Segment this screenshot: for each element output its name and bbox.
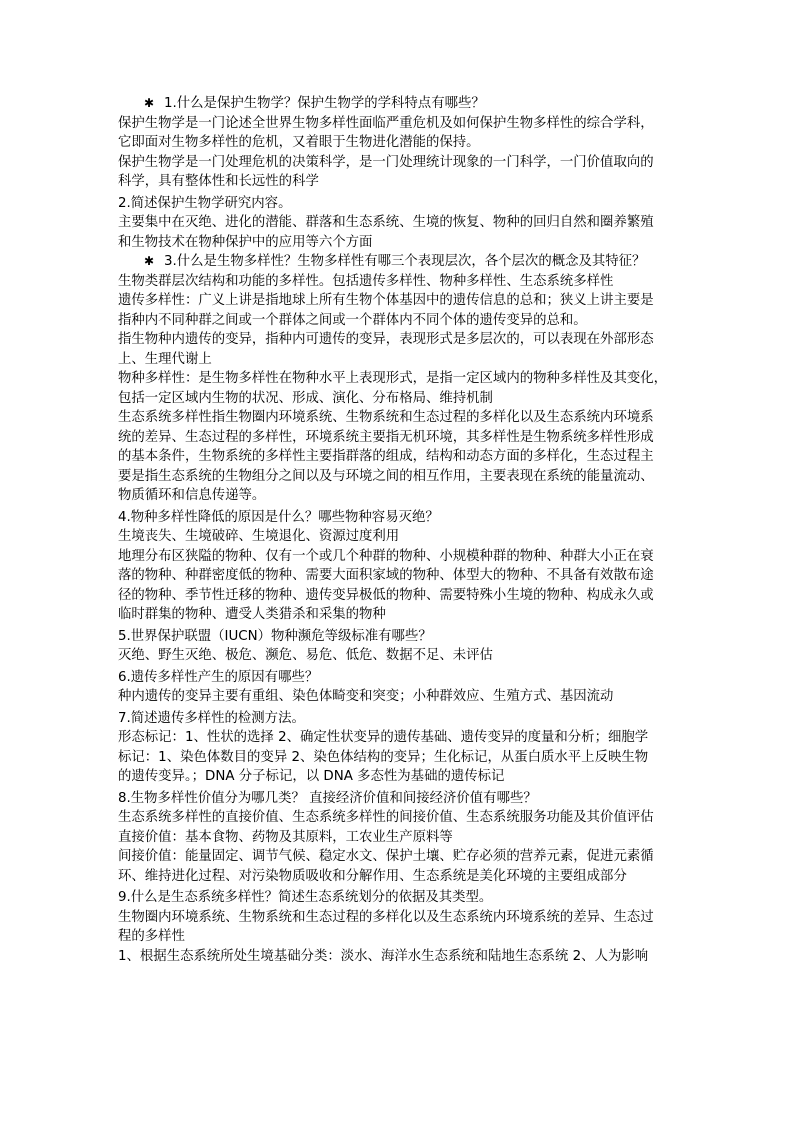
document-page — [118, 94, 678, 966]
answer-line: 统的差异、生态过程的多样性，环境系统主要指无机环境，其多样性是生物系统多样性形成 — [118, 429, 654, 445]
answer-line: 它即面对生物多样性的危机，又着眼于生物进化潜能的保持。 — [118, 135, 480, 150]
answer-line: 科学，具有整体性和长远性的科学 — [118, 174, 319, 189]
question-line: 8.生物多样性价值分为哪几类？ 直接经济价值和间接经济价值有哪些？ — [118, 790, 537, 806]
answer-line: 保护生物学是一门论述全世界生物多样性面临严重危机及如何保护生物多样性的综合学科， — [118, 115, 654, 131]
answer-line: 和生物技术在物种保护中的应用等六个方面 — [118, 234, 373, 250]
question-line: 2.简述保护生物学研究内容。 — [118, 195, 292, 211]
answer-line: 标记：1、染色体数目的变异 2、染色体结构的变异；生化标记，从蛋白质水平上反映生物 — [118, 749, 649, 765]
answer-line: 落的物种、种群密度低的物种、需要大面积家域的物种、体型大的物种、不具备有效散布途 — [118, 568, 654, 583]
answer-line: 地理分布区狭隘的物种、仅有一个或几个种群的物种、小规模种群的物种、种群大小正在衰 — [118, 548, 654, 564]
asterisk-icon: ✱ — [144, 96, 155, 110]
answer-line: 包括一定区域内生物的状况、形成、演化、分布格局、维持机制 — [118, 390, 493, 406]
answer-line: 要是指生态系统的生物组分之间以及与环境之间的相互作用，主要表现在系统的能量流动、 — [118, 468, 654, 484]
answer-line: 生态系统多样性的直接价值、生态系统多样性的间接价值、生态系统服务功能及其价值评估 — [118, 810, 654, 825]
question-line: 6.遗传多样性产生的原因有哪些？ — [118, 669, 319, 685]
question-line: 5.世界保护联盟（IUCN）物种濒危等级标准有哪些？ — [118, 628, 432, 644]
asterisk-icon: ✱ — [144, 254, 155, 268]
answer-line: 生物类群层次结构和功能的多样性。包括遗传多样性、物种多样性、生态系统多样性 — [118, 273, 614, 289]
answer-line: 间接价值：能量固定、调节气候、稳定水文、保护土壤、贮存必须的营养元素，促进元素循 — [118, 849, 654, 864]
answer-line: 的遗传变异。；DNA 分子标记，以 DNA 多态性为基础的遗传标记 — [118, 769, 505, 784]
answer-line: 灭绝、野生灭绝、极危、濒危、易危、低危、数据不足、未评估 — [118, 648, 493, 663]
answer-line: 主要集中在灭绝、进化的潜能、群落和生态系统、生境的恢复、物种的回归自然和圈养繁殖 — [118, 215, 654, 230]
answer-line: 物质循环和信息传递等。 — [118, 488, 266, 503]
answer-line: 保护生物学是一门处理危机的决策科学，是一门处理统计现象的一门科学，一门价值取向的 — [118, 154, 654, 170]
answer-line: 上、生理代谢上 — [118, 351, 212, 367]
answer-line: 直接价值：基本食物、药物及其原料，工农业生产原料等 — [118, 829, 453, 845]
question-line: ✱ 1.什么是保护生物学？保护生物学的学科特点有哪些？ — [118, 94, 678, 114]
answer-line: 环、维持进化过程、对污染物质吸收和分解作用、生态系统是美化环境的主要组成部分 — [118, 868, 627, 884]
answer-line: 程的多样性 — [118, 929, 185, 944]
question-line: 7.简述遗传多样性的检测方法。 — [118, 710, 305, 726]
answer-line: 的基本条件，生物系统的多样性主要指群落的组成，结构和动态方面的多样化，生态过程主 — [118, 449, 654, 464]
answer-line: 指种内不同种群之间或一个群体之间或一个群体内不同个体的遗传变异的总和。 — [118, 312, 587, 328]
answer-line: 临时群集的物种、遭受人类猎杀和采集的物种 — [118, 607, 386, 622]
answer-line: 生物圈内环境系统、生物系统和生态过程的多样化以及生态系统内环境系统的差异、生态过 — [118, 909, 654, 925]
answer-line: 种内遗传的变异主要有重组、染色体畸变和突变；小种群效应、生殖方式、基因流动 — [118, 689, 614, 704]
question-line: 4.物种多样性降低的原因是什么？哪些物种容易灭绝？ — [118, 509, 439, 525]
question-line: 9.什么是生态系统多样性？简述生态系统划分的依据及其类型。 — [118, 890, 493, 905]
answer-line: 生态系统多样性指生物圈内环境系统、生物系统和生态过程的多样化以及生态系统内环境系 — [118, 410, 654, 425]
answer-line: 形态标记：1、性状的选择 2、确定性状变异的遗传基础、遗传变异的度量和分析；细胞学 — [118, 730, 649, 745]
answer-line: 物种多样性：是生物多样性在物种水平上表现形式，是指一定区域内的物种多样性及其变化， — [118, 371, 668, 386]
answer-line: 1、根据生态系统所处生境基础分类：淡水、海洋水生态系统和陆地生态系统 2、人为影响 — [118, 948, 649, 964]
answer-line: 生境丧失、生境破碎、生境退化、资源过度利用 — [118, 529, 400, 544]
question-line: ✱ 3.什么是生物多样性？生物多样性有哪三个表现层次，各个层次的概念及其特征？ — [118, 252, 678, 272]
answer-line: 遗传多样性：广义上讲是指地球上所有生物个体基因中的遗传信息的总和；狭义上讲主要是 — [118, 293, 654, 308]
answer-line: 指生物种内遗传的变异，指种内可遗传的变异，表现形式是多层次的，可以表现在外部形态 — [118, 332, 654, 347]
answer-line: 径的物种、季节性迁移的物种、遗传变异极低的物种、需要特殊小生境的物种、构成永久或 — [118, 587, 654, 603]
